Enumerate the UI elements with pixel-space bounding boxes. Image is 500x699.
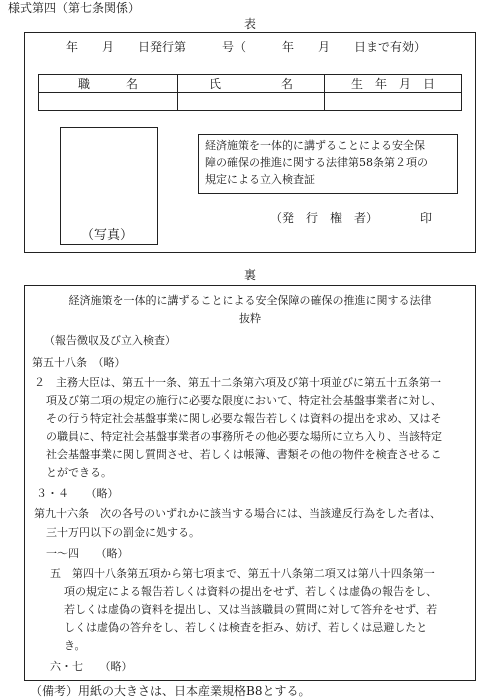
law-subtitle: 抜粋 [239,312,261,325]
article-96-line-2: 三十万円以下の罰金に処する。 [46,526,200,539]
cell-job-title [39,93,178,111]
back-heading: 裏 [243,268,256,282]
article-96-line-1: 第九十六条 次の各号のいずれかに該当する場合には、当該違反行為をした者は、 [34,507,441,520]
article-58: 第五十八条 （略） [32,356,126,369]
item5-line-3: 若しくは虚偽の資料を提出し、又は当該職員の質問に対して答弁をせず、若 [64,603,438,616]
holder-table [38,74,462,111]
cell-name [178,93,325,111]
para2-line-6: とができる。 [46,466,112,479]
item5-line-5: き。 [64,639,86,652]
front-heading: 表 [243,17,256,31]
caption: （報告徴収及び立入検査） [44,334,176,347]
certificate-line-2: 障の確保の推進に関する法律第58条第２項の [205,156,428,169]
items-6-7: 六・七 （略） [50,660,133,673]
certificate-line-1: 経済施策を一体的に講ずることによる安全保 [205,139,425,152]
header-job-title: 職 名 [39,75,178,93]
item5-line-2: 項の規定による報告若しくは資料の提出をせず、若しくは虚偽の報告をし、 [64,585,438,598]
law-title: 経済施策を一体的に講ずることによる安全保障の確保の推進に関する法律 [68,294,432,307]
form-label: 様式第四（第七条関係） [8,1,141,15]
para-3-4: ３・４ （略） [36,487,119,500]
photo-label: （写真） [81,228,134,243]
issue-line: 年 月 日発行第 号（ 年 月 日まで有効） [66,40,427,54]
para2-line-1: ２ 主務大臣は、第五十一条、第五十二条第六項及び第十項並びに第五十五条第一 [34,376,441,389]
para2-line-4: の職員に、特定社会基盤事業者の事務所その他必要な場所に立ち入り、当該特定 [46,430,442,443]
item5-line-1: 五 第四十八条第五項から第七項まで、第五十八条第二項又は第八十四条第一 [50,567,435,580]
items-1-4: 一〜四 （略） [46,547,129,560]
issuer-label: （発 行 権 者） [270,211,379,225]
photo-box [60,127,158,245]
para2-line-3: その行う特定社会基盤事業に関し必要な報告若しくは資料の提出を求め、又はそ [46,412,442,425]
certificate-line-3: 規定による立入検査証 [205,173,315,186]
item5-line-4: しくは虚偽の答弁をし、若しくは検査を拒み、妨げ、若しくは忌避したと [64,621,428,634]
cell-birthdate [325,93,462,111]
header-birthdate: 生 年 月 日 [325,75,462,93]
para2-line-2: 項及び第二項の規定の施行に必要な限度において、特定社会基盤事業者に対し、 [46,394,442,407]
header-name: 氏 名 [178,75,325,93]
certificate-box [198,134,458,194]
para2-line-5: 社会基盤事業に関し質問させ、若しくは帳簿、書類その他の物件を検査させるこ [46,448,442,461]
footnote: （備考）用紙の大きさは、日本産業規格B8とする。 [30,684,311,698]
seal-mark: 印 [420,211,433,225]
